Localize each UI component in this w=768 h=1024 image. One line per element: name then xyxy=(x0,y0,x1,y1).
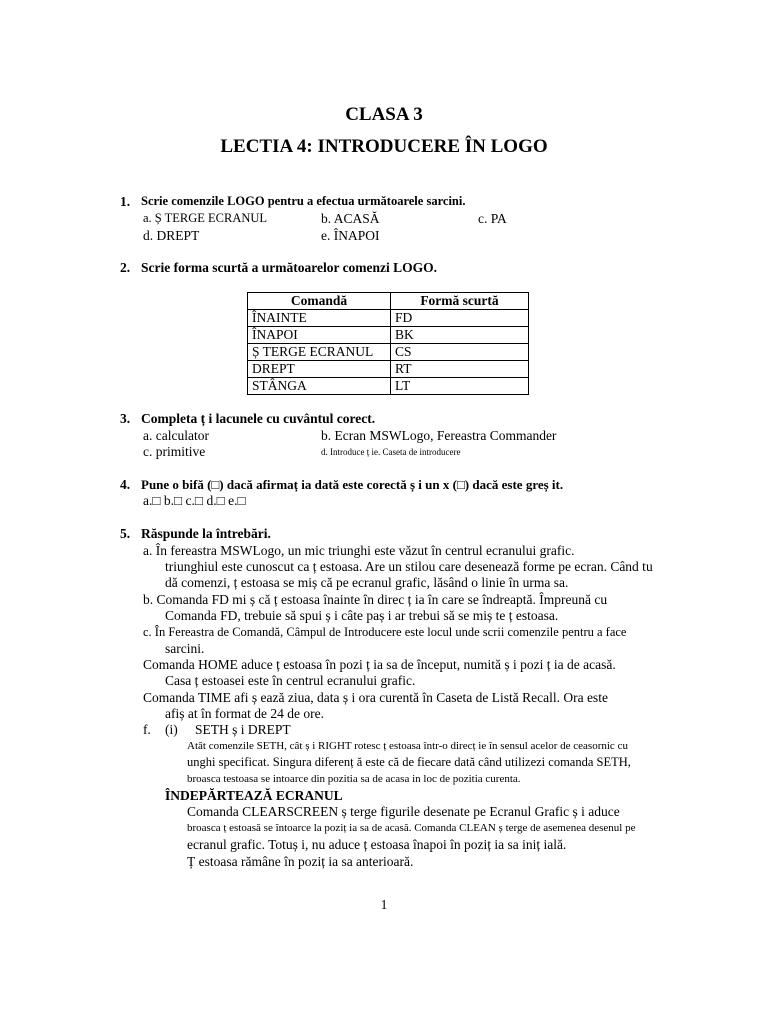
table-row xyxy=(248,310,529,327)
q1-item-e: e. ÎNAPOI xyxy=(321,228,380,243)
q3-item-c: c. primitive xyxy=(143,444,206,459)
command-table xyxy=(247,292,529,395)
q5-text: Răspunde la întrebări. xyxy=(141,526,271,541)
q1-text: Scrie comenzile LOGO pentru a efectua următoarele sarcini. xyxy=(141,194,466,208)
q5g-line4: Ț estoasa rămâne în poziț ia sa anterioară. xyxy=(187,854,414,869)
table-row xyxy=(248,361,529,378)
table-cell: FD xyxy=(391,310,529,327)
q5b-line2: Comanda FD, trebuie să spui ș i câte paș i ar trebui să se miș te ț estoasa. xyxy=(165,608,559,623)
q5f-line3: broasca testoasa se intoarce din pozitia sa de acasa in loc de pozitia curenta. xyxy=(187,773,521,785)
page-number: 1 xyxy=(380,897,388,912)
q3-item-b: b. Ecran MSWLogo, Fereastra Commander xyxy=(321,428,557,443)
table-cell: LT xyxy=(391,378,529,395)
table-row xyxy=(248,344,529,361)
q2-number: 2. xyxy=(120,260,131,275)
q5g-line2: broasca ț estoasă se întoarce la poziț ia sa de acasă. Comanda CLEAN ș terge de asemenea desenul pe xyxy=(187,822,636,834)
table-cell: ÎNAINTE xyxy=(248,310,391,327)
q3-item-d: d. Introduce ț ie. Caseta de introducere xyxy=(321,447,461,457)
table-header: Comandă xyxy=(248,293,391,310)
q5f-heading: SETH ș i DREPT xyxy=(195,722,291,737)
q5e-line2: afiș at în format de 24 de ore. xyxy=(165,706,324,721)
q5-number: 5. xyxy=(120,526,131,541)
q1-item-b: b. ACASĂ xyxy=(321,211,380,226)
q5d-line1: Comanda HOME aduce ț estoasa în pozi ț ia sa de început, numită ș i pozi ț ia de acasă. xyxy=(143,657,616,672)
q4-answers: a.□ b.□ c.□ d.□ e.□ xyxy=(143,493,246,508)
q1-item-d: d. DREPT xyxy=(143,228,200,243)
q5f-sub-label: (i) xyxy=(165,722,178,737)
table-cell: BK xyxy=(391,327,529,344)
table-cell: STÂNGA xyxy=(248,378,391,395)
table-cell: ÎNAPOI xyxy=(248,327,391,344)
q2-text: Scrie forma scurtă a următoarelor comenzi LOGO. xyxy=(141,260,438,275)
q3-number: 3. xyxy=(120,411,131,426)
q5b-line1: b. Comanda FD mi ș că ț estoasa înainte în direc ț ia în care se îndreaptă. Împreună cu xyxy=(143,592,608,607)
q5a-line3: dă comenzi, ț estoasa se miș că pe ecranul grafic, lăsând o linie în urma sa. xyxy=(165,575,569,590)
q5f-line1: Atât comenzile SETH, cât ș i RIGHT rotesc ț estoasa într-o direcț ie în sensul acelor de ceasornic cu xyxy=(187,740,628,752)
q5a-line2: triunghiul este cunoscut ca ț estoasa. Are un stilou care desenează forme pe ecran. Când tu xyxy=(165,559,653,574)
page-title: CLASA 3 xyxy=(345,104,423,125)
table-cell: Ș TERGE ECRANUL xyxy=(248,344,391,361)
table-row xyxy=(248,327,529,344)
q5g-heading: ÎNDEPĂRTEAZĂ ECRANUL xyxy=(165,788,343,803)
q5f-label: f. xyxy=(143,722,151,737)
q5g-line3: ecranul grafic. Totuș i, nu aduce ț estoasa înapoi în poziț ia sa iniț ială. xyxy=(187,837,567,852)
q4-text: Pune o bifă (□) dacă afirmaț ia dată este corectă ș i un x (□) dacă este greș it. xyxy=(141,477,564,492)
q4-number: 4. xyxy=(120,477,131,492)
q5c-line1: c. În Fereastra de Comandă, Câmpul de Introducere este locul unde scrii comenzile pentru a face xyxy=(143,625,627,639)
table-cell: RT xyxy=(391,361,529,378)
q1-number: 1. xyxy=(120,194,131,209)
table-header-row xyxy=(248,293,529,310)
q3-item-a: a. calculator xyxy=(143,428,209,443)
table-header: Formă scurtă xyxy=(391,293,529,310)
q1-item-a: a. Ș TERGE ECRANUL xyxy=(143,211,268,225)
page-subtitle: LECTIA 4: INTRODUCERE ÎN LOGO xyxy=(220,136,548,157)
q5d-line2: Casa ț estoasei este în centrul ecranului grafic. xyxy=(165,673,416,688)
table-cell: CS xyxy=(391,344,529,361)
q5c-line2: sarcini. xyxy=(165,641,205,656)
q5e-line1: Comanda TIME afi ș ează ziua, data ș i ora curentă în Caseta de Listă Recall. Ora este xyxy=(143,690,608,705)
q1-item-c: c. PA xyxy=(478,211,507,226)
q5f-line2: unghi specificat. Singura diferenț ă este că de fiecare dată când utilizezi comanda SETH, xyxy=(187,755,631,769)
table-cell: DREPT xyxy=(248,361,391,378)
q3-text: Completa ț i lacunele cu cuvântul corect. xyxy=(141,411,376,426)
q5a-line1: a. În fereastra MSWLogo, un mic triunghi este văzut în centrul ecranului grafic. xyxy=(143,543,575,558)
table-row xyxy=(248,378,529,395)
q5g-line1: Comanda CLEARSCREEN ș terge figurile desenate pe Ecranul Grafic ș i aduce xyxy=(187,804,620,819)
